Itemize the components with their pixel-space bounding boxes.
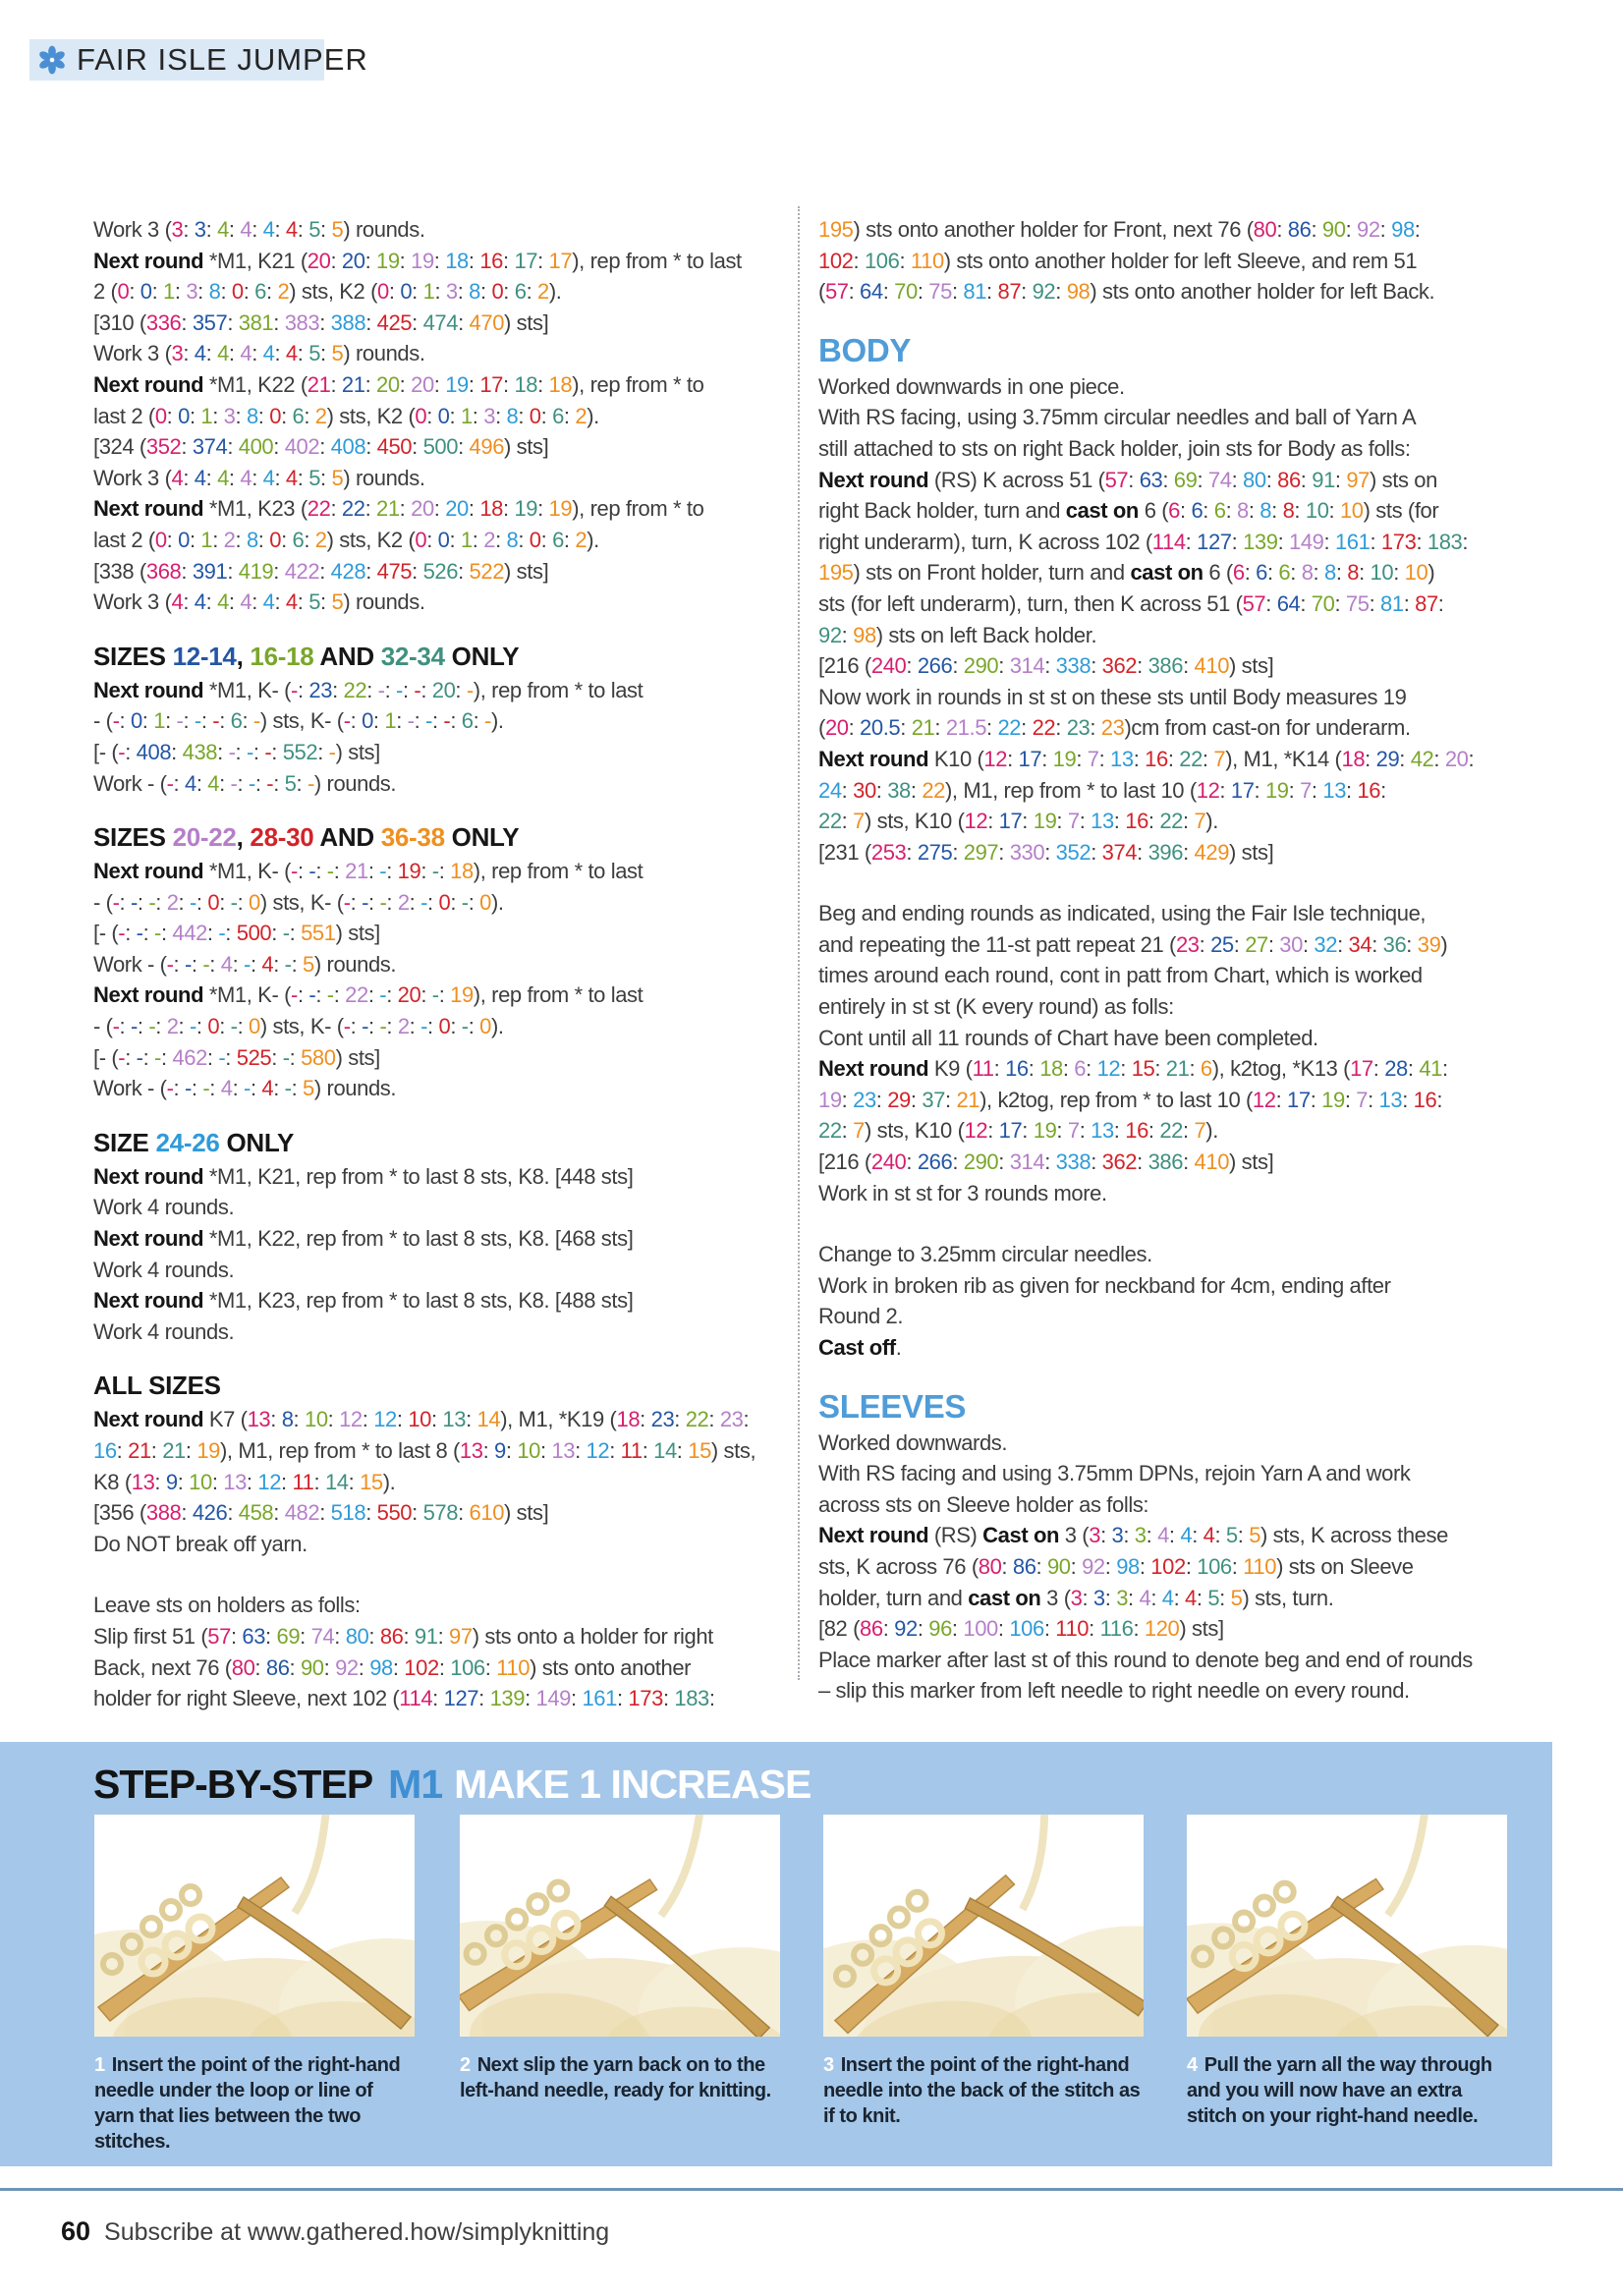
step-photo-1 (94, 1815, 415, 2037)
pattern-line: Work - (-: -: -: 4: -: 4: -: 5) rounds. (93, 951, 397, 977)
pattern-line: and repeating the 11-st patt repeat 21 (23: 25: 27: 30: 32: 34: 36: 39) (818, 931, 1448, 957)
pattern-line: Change to 3.25mm circular needles. (818, 1242, 1152, 1267)
page-header (37, 39, 368, 81)
banner-label: STEP-BY-STEP (93, 1762, 373, 1807)
pattern-line: Round 2. (818, 1304, 904, 1329)
pattern-line: [- (-: -: -: 442: -: 500: -: 551) sts] (93, 921, 380, 946)
column-divider (798, 206, 800, 1680)
pattern-line: – slip this marker from left needle to right needle on every round. (818, 1678, 1410, 1704)
page-number: 60 (61, 2216, 91, 2246)
pattern-line: [216 (240: 266: 290: 314: 338: 362: 386: 410) sts] (818, 1149, 1274, 1175)
pattern-line: Next round *M1, K- (-: -: -: 21: -: 19: -: 18), rep from * to last (93, 859, 644, 884)
pattern-line: holder, turn and cast on 3 (3: 3: 3: 4: 4: 4: 5: 5) sts, turn. (818, 1585, 1334, 1610)
pattern-line: Work - (-: -: -: 4: -: 4: -: 5) rounds. (93, 1076, 397, 1101)
pattern-line: Next round *M1, K22 (21: 21: 20: 20: 19: 17: 18: 18), rep from * to (93, 371, 704, 397)
section-heading: SIZE 24-26 ONLY (93, 1127, 295, 1157)
pattern-line: Back, next 76 (80: 86: 90: 92: 98: 102: 106: 110) sts onto another (93, 1654, 692, 1680)
pattern-line: 195) sts on Front holder, turn and cast on 6 (6: 6: 6: 8: 8: 8: 10: 10) (818, 560, 1435, 586)
pattern-line: [82 (86: 92: 96: 100: 106: 110: 116: 120) sts] (818, 1616, 1224, 1642)
pattern-line: 22: 7) sts, K10 (12: 17: 19: 7: 13: 16: 22: 7). (818, 809, 1218, 834)
step-caption: 2 Next slip the yarn back on to the left-hand needle, ready for knitting. (460, 2054, 771, 2101)
footer-subscribe-text: Subscribe at www.gathered.how/simplyknitting (104, 2218, 610, 2246)
pattern-line: - (-: -: -: 2: -: 0: -: 0) sts, K- (-: -: -: 2: -: 0: -: 0). (93, 1014, 504, 1039)
pattern-line: - (-: 0: 1: -: -: -: 6: -) sts, K- (-: 0: 1: -: -: -: 6: -). (93, 708, 504, 734)
pattern-line: Next round *M1, K- (-: -: -: 22: -: 20: -: 19), rep from * to last (93, 982, 644, 1008)
pattern-line: Work 3 (4: 4: 4: 4: 4: 4: 5: 5) rounds. (93, 589, 425, 615)
pattern-line: (57: 64: 70: 75: 81: 87: 92: 98) sts onto another holder for left Back. (818, 279, 1435, 305)
pattern-line: - (-: -: -: 2: -: 0: -: 0) sts, K- (-: -: -: 2: -: 0: -: 0). (93, 889, 504, 915)
pattern-line: Work 3 (3: 3: 4: 4: 4: 4: 5: 5) rounds. (93, 217, 425, 242)
pattern-line: entirely in st st (K every round) as folls: (818, 994, 1174, 1020)
pattern-line: Next round K10 (12: 17: 19: 7: 13: 16: 22: 7), M1, *K14 (18: 29: 42: 20: (818, 746, 1475, 771)
pattern-line: Next round *M1, K23 (22: 22: 21: 20: 20: 18: 19: 19), rep from * to (93, 496, 704, 522)
step-by-step-panel (0, 1742, 1552, 2166)
flower-icon (37, 45, 67, 75)
step-number: 3 (823, 2054, 834, 2076)
pattern-line: times around each round, cont in patt from Chart, which is worked (818, 963, 1423, 988)
section-heading: ALL SIZES (93, 1371, 221, 1401)
spacer (818, 1208, 1567, 1239)
step-1 (94, 1815, 415, 2155)
section-heading: BODY (818, 331, 912, 368)
pattern-line: With RS facing, using 3.75mm circular needles and ball of Yarn A (818, 405, 1417, 430)
pattern-line: 102: 106: 110) sts onto another holder for left Sleeve, and rem 51 (818, 248, 1418, 273)
pattern-line: Work 4 rounds. (93, 1257, 235, 1282)
pattern-line: last 2 (0: 0: 1: 2: 8: 0: 6: 2) sts, K2 (0: 0: 1: 2: 8: 0: 6: 2). (93, 527, 599, 552)
pattern-line: Work in st st for 3 rounds more. (818, 1180, 1107, 1205)
pattern-line: Cast off. (818, 1335, 902, 1360)
pattern-line: Next round *M1, K21, rep from * to last 8 sts, K8. [448 sts] (93, 1163, 634, 1189)
step-number: 1 (94, 2054, 105, 2076)
pattern-line: [324 (352: 374: 400: 402: 408: 450: 500: 496) sts] (93, 434, 549, 460)
right-column (818, 214, 1567, 1707)
pattern-line: holder for right Sleeve, next 102 (114: 127: 139: 149: 161: 173: 183: (93, 1686, 715, 1711)
pattern-line: Cont until all 11 rounds of Chart have been completed. (818, 1025, 1318, 1050)
pattern-line: last 2 (0: 0: 1: 3: 8: 0: 6: 2) sts, K2 (0: 0: 1: 3: 8: 0: 6: 2). (93, 403, 599, 428)
step-4 (1187, 1815, 1507, 2129)
pattern-line: 19: 23: 29: 37: 21), k2tog, rep from * to last 10 (12: 17: 19: 7: 13: 16: (818, 1087, 1443, 1112)
pattern-line: With RS facing and using 3.75mm DPNs, rejoin Yarn A and work (818, 1461, 1411, 1486)
step-by-step-banner (93, 1762, 811, 1808)
step-photo-4 (1187, 1815, 1507, 2037)
step-number: 4 (1187, 2054, 1198, 2076)
spacer (818, 868, 1567, 898)
pattern-line: Work 3 (3: 4: 4: 4: 4: 4: 5: 5) rounds. (93, 341, 425, 366)
pattern-line: 24: 30: 38: 22), M1, rep from * to last 10 (12: 17: 19: 7: 13: 16: (818, 777, 1386, 803)
pattern-line: Do NOT break off yarn. (93, 1531, 308, 1556)
pattern-line: Next round K7 (13: 8: 10: 12: 12: 10: 13: 14), M1, *K19 (18: 23: 22: 23: (93, 1407, 750, 1432)
pattern-line: 2 (0: 0: 1: 3: 8: 0: 6: 2) sts, K2 (0: 0: 1: 3: 8: 0: 6: 2). (93, 279, 562, 305)
footer-rule (0, 2188, 1623, 2191)
section-heading: SIZES 12-14, 16-18 AND 32-34 ONLY (93, 641, 520, 671)
pattern-line: sts, K across 76 (80: 86: 90: 92: 98: 102: 106: 110) sts on Sleeve (818, 1553, 1414, 1579)
left-column (93, 214, 798, 1714)
pattern-line: (20: 20.5: 21: 21.5: 22: 22: 23: 23)cm from cast-on for underarm. (818, 715, 1411, 741)
pattern-line: Leave sts on holders as folls: (93, 1593, 361, 1618)
pattern-line: Next round (RS) K across 51 (57: 63: 69: 74: 80: 86: 91: 97) sts on (818, 467, 1437, 492)
section-heading: SIZES 20-22, 28-30 AND 36-38 ONLY (93, 822, 520, 853)
pattern-line: 16: 21: 21: 19), M1, rep from * to last 8 (13: 9: 10: 13: 12: 11: 14: 15) sts, (93, 1438, 756, 1463)
pattern-line: Work 4 rounds. (93, 1195, 235, 1220)
pattern-line: Now work in rounds in st st on these sts until Body measures 19 (818, 684, 1407, 709)
pattern-line: right underarm), turn, K across 102 (114: 127: 139: 149: 161: 173: 183: (818, 529, 1469, 554)
pattern-line: 22: 7) sts, K10 (12: 17: 19: 7: 13: 16: 22: 7). (818, 1118, 1218, 1144)
pattern-line: Worked downwards in one piece. (818, 373, 1125, 399)
banner-title: MAKE 1 INCREASE (454, 1762, 812, 1807)
pattern-line: Place marker after last st of this round to denote beg and end of rounds (818, 1647, 1473, 1672)
step-caption: 1 Insert the point of the right-hand needle under the loop or line of yarn that lies between the two stitches. (94, 2054, 401, 2153)
pattern-line: right Back holder, turn and cast on 6 (6: 6: 6: 8: 8: 8: 10: 10) sts (for (818, 498, 1439, 524)
pattern-line: [216 (240: 266: 290: 314: 338: 362: 386: 410) sts] (818, 653, 1274, 679)
step-2 (460, 1815, 780, 2103)
pattern-line: Beg and ending rounds as indicated, using the Fair Isle technique, (818, 901, 1427, 926)
section-heading: SLEEVES (818, 1387, 967, 1425)
step-photo-3 (823, 1815, 1144, 2037)
pattern-line: Worked downwards. (818, 1429, 1008, 1455)
step-photo-2 (460, 1815, 780, 2037)
pattern-line: K8 (13: 9: 10: 13: 12: 11: 14: 15). (93, 1469, 396, 1494)
pattern-line: Next round *M1, K23, rep from * to last 8 sts, K8. [488 sts] (93, 1288, 634, 1314)
pattern-line: still attached to sts on right Back holder, join sts for Body as folls: (818, 435, 1411, 461)
pattern-line: [- (-: 408: 438: -: -: -: 552: -) sts] (93, 739, 380, 764)
banner-m1: M1 (388, 1762, 443, 1807)
step-3 (823, 1815, 1144, 2129)
pattern-line: Next round K9 (11: 16: 18: 6: 12: 15: 21: 6), k2tog, *K13 (17: 28: 41: (818, 1056, 1448, 1082)
pattern-line: 92: 98) sts on left Back holder. (818, 622, 1097, 647)
pattern-line: Work - (-: 4: 4: -: -: -: 5: -) rounds. (93, 770, 397, 796)
pattern-line: Next round *M1, K22, rep from * to last 8 sts, K8. [468 sts] (93, 1226, 634, 1252)
pattern-line: [231 (253: 275: 297: 330: 352: 374: 396: 429) sts] (818, 839, 1274, 865)
step-caption: 4 Pull the yarn all the way through and you will now have an extra stitch on your right-hand needle. (1187, 2054, 1492, 2127)
pattern-line: Work 4 rounds. (93, 1318, 235, 1344)
pattern-line: sts (for left underarm), turn, then K across 51 (57: 64: 70: 75: 81: 87: (818, 590, 1444, 616)
pattern-line: Work 3 (4: 4: 4: 4: 4: 4: 5: 5) rounds. (93, 465, 425, 490)
pattern-line: Next round (RS) Cast on 3 (3: 3: 3: 4: 4: 4: 5: 5) sts, K across these (818, 1523, 1448, 1548)
pattern-line: Slip first 51 (57: 63: 69: 74: 80: 86: 91: 97) sts onto a holder for right (93, 1623, 713, 1649)
spacer (93, 1559, 798, 1590)
pattern-line: Next round *M1, K- (-: 23: 22: -: -: -: 20: -), rep from * to last (93, 677, 644, 702)
pattern-line: 195) sts onto another holder for Front, next 76 (80: 86: 90: 92: 98: (818, 217, 1421, 242)
step-number: 2 (460, 2054, 471, 2076)
page-title: FAIR ISLE JUMPER (77, 42, 368, 77)
step-caption: 3 Insert the point of the right-hand needle into the back of the stitch as if to knit. (823, 2054, 1141, 2127)
pattern-line: [356 (388: 426: 458: 482: 518: 550: 578: 610) sts] (93, 1500, 549, 1526)
footer (61, 2216, 609, 2247)
pattern-line: Work in broken rib as given for neckband for 4cm, ending after (818, 1272, 1391, 1298)
pattern-line: [338 (368: 391: 419: 422: 428: 475: 526: 522) sts] (93, 558, 549, 584)
pattern-line: across sts on Sleeve holder as folls: (818, 1491, 1149, 1517)
pattern-line: [- (-: -: -: 462: -: 525: -: 580) sts] (93, 1044, 380, 1070)
pattern-line: Next round *M1, K21 (20: 20: 19: 19: 18: 16: 17: 17), rep from * to last (93, 248, 742, 273)
pattern-line: [310 (336: 357: 381: 383: 388: 425: 474: 470) sts] (93, 309, 549, 335)
